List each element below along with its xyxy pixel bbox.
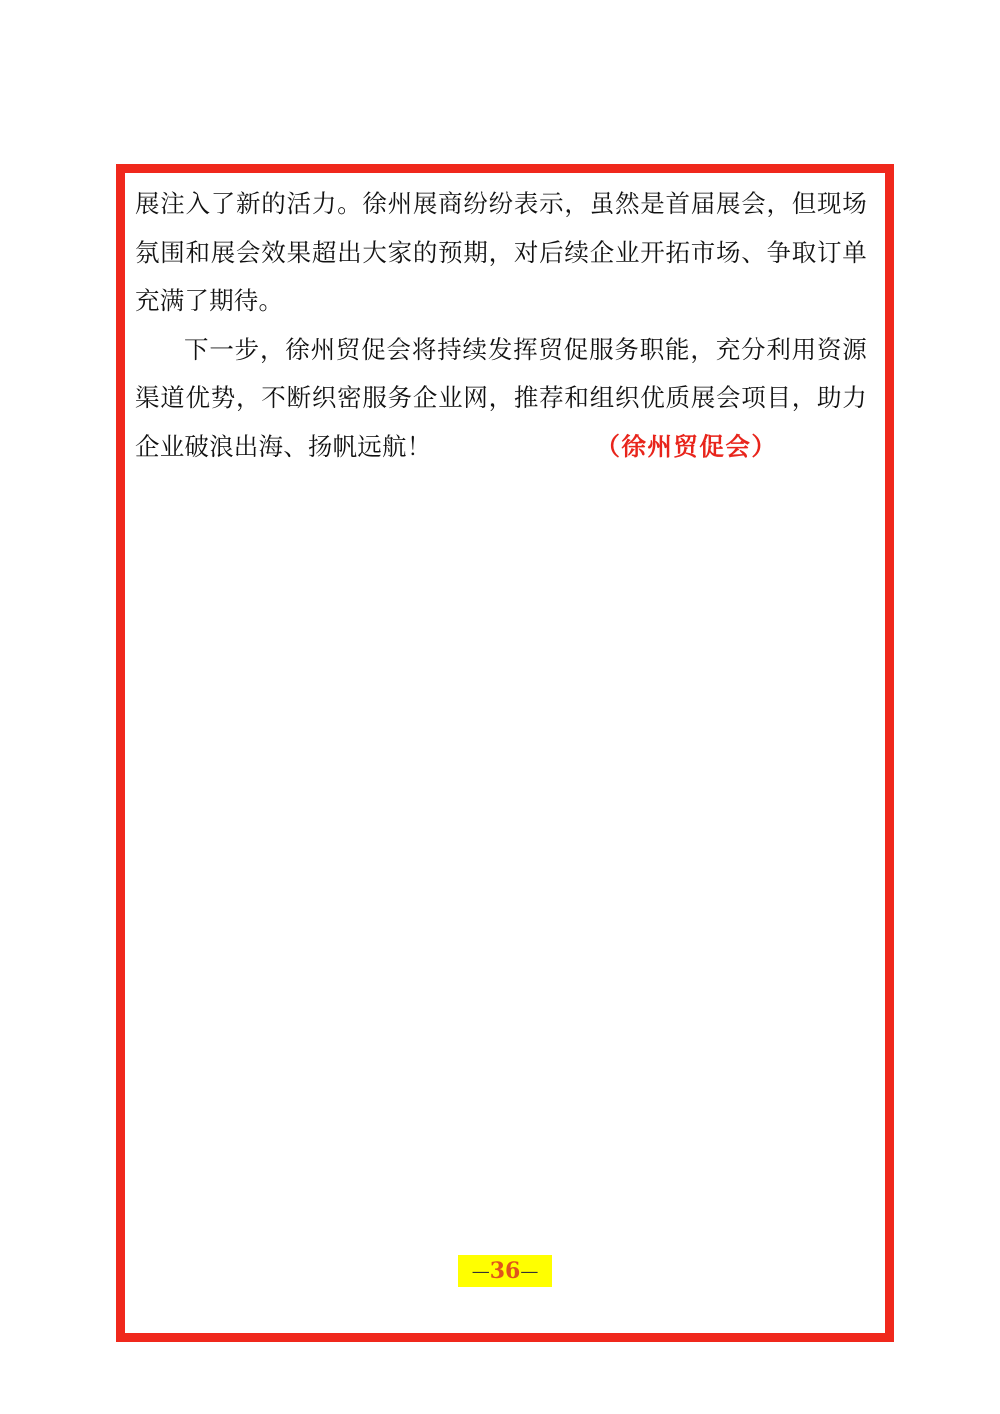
page-number-box bbox=[458, 1255, 552, 1287]
paragraph-2 bbox=[135, 326, 867, 472]
paragraph-2-text: 下一步，徐州贸促会将持续发挥贸促服务职能，充分利用资源渠道优势，不断织密服务企业网，推荐和组织优质展会项目，助力企业破浪出海、扬帆远航！ bbox=[135, 334, 867, 461]
page-number-dash-right: — bbox=[520, 1260, 539, 1282]
paragraph-1: 展注入了新的活力。徐州展商纷纷表示，虽然是首届展会，但现场氛围和展会效果超出大家的预期，对后续企业开拓市场、争取订单充满了期待。 bbox=[135, 189, 867, 315]
signature-source: （徐州贸促会） bbox=[595, 431, 778, 461]
page-number-dash-left: — bbox=[471, 1260, 490, 1282]
page-number: 36 bbox=[489, 1258, 521, 1284]
document-body bbox=[135, 180, 867, 471]
